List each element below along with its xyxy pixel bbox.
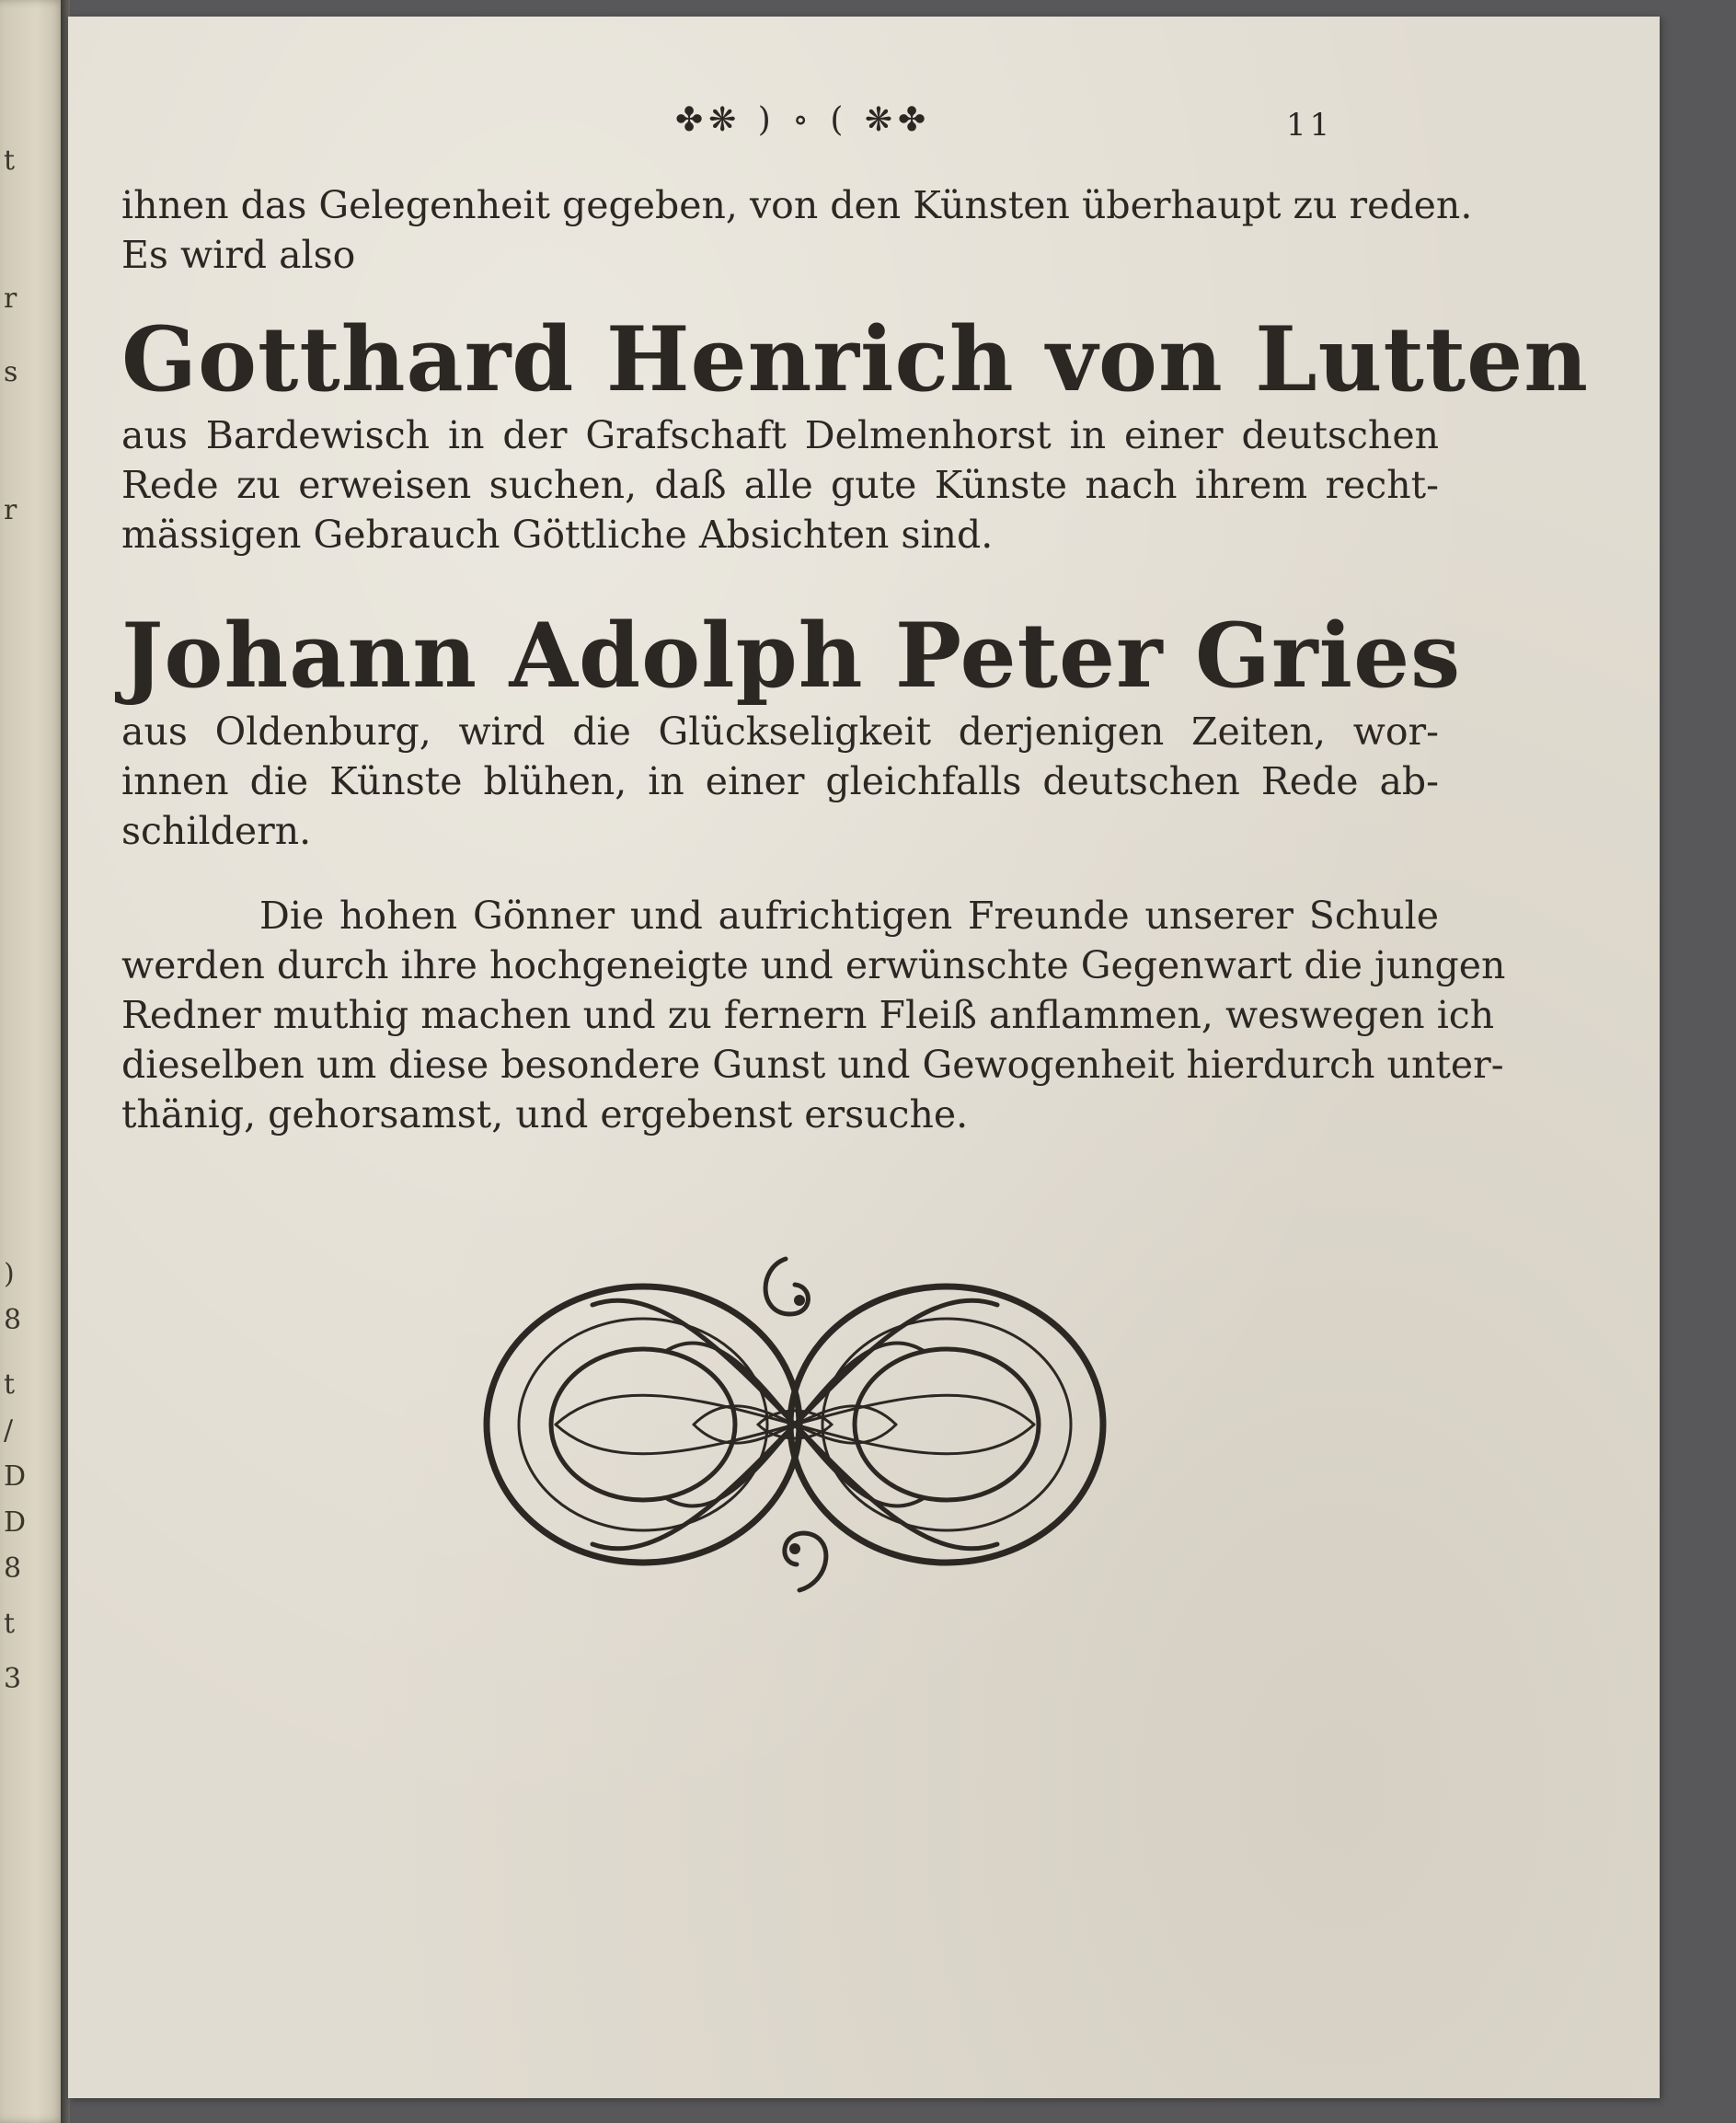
document-page <box>68 17 1660 2098</box>
margin-letter: s <box>4 356 18 388</box>
speaker-two-name: Johann Adolph Peter Gries <box>121 604 1462 708</box>
margin-letter: D <box>4 1506 27 1539</box>
text-line: thänig, gehorsamst, und ergebenst ersuche. <box>121 1092 969 1136</box>
margin-letter: 3 <box>4 1663 22 1695</box>
margin-letter: r <box>4 494 17 526</box>
page-number: 11 <box>1286 107 1334 144</box>
text-line: aus Oldenburg, wird die Glückseligkeit derjenigen Zeiten, wor- <box>121 710 1439 754</box>
text-line: mässigen Gebrauch Göttliche Absichten sind. <box>121 513 994 557</box>
intro-paragraph <box>121 180 1473 280</box>
text-line: Die hohen Gönner und aufrichtigen Freunde unserer Schule <box>259 894 1439 938</box>
text-line: werden durch ihre hochgeneigte und erwünschte Gegenwart die jungen <box>121 943 1506 987</box>
margin-letter: / <box>4 1414 14 1447</box>
margin-letter: r <box>4 283 17 315</box>
margin-letter: t <box>4 1368 16 1401</box>
text-line: ihnen das Gelegenheit gegeben, von den Künsten überhaupt zu reden. <box>121 183 1473 227</box>
text-line: dieselben um diese besondere Gunst und Gewogenheit hierdurch unter- <box>121 1043 1504 1087</box>
calligraphic-flourish-icon <box>482 1240 1108 1609</box>
left-facing-page <box>0 0 66 2123</box>
margin-letter: D <box>4 1460 27 1493</box>
text-line: Redner muthig machen und zu fernern Fleiß anflammen, weswegen ich <box>121 993 1495 1037</box>
header-ornament: ✤❋ ) ∘ ( ❋✤ <box>675 101 932 139</box>
margin-letter: ) <box>4 1258 15 1290</box>
margin-letter: t <box>4 1608 16 1640</box>
closing-paragraph <box>121 891 1506 1139</box>
speaker-one-name: Gotthard Henrich von Lutten <box>121 307 1590 411</box>
margin-letter: t <box>4 144 16 177</box>
speaker-two-section <box>121 604 1462 856</box>
margin-letter: 8 <box>4 1552 22 1585</box>
margin-letter: 8 <box>4 1304 22 1336</box>
text-line: Rede zu erweisen suchen, daß alle gute Künste nach ihrem recht- <box>121 463 1439 507</box>
speaker-one-section <box>121 307 1590 560</box>
text-line: Es wird also <box>121 233 356 277</box>
text-line: schildern. <box>121 809 312 853</box>
text-line: aus Bardewisch in der Grafschaft Delmenhorst in einer deutschen <box>121 413 1439 457</box>
text-line: innen die Künste blühen, in einer gleichfalls deutschen Rede ab- <box>121 759 1439 803</box>
